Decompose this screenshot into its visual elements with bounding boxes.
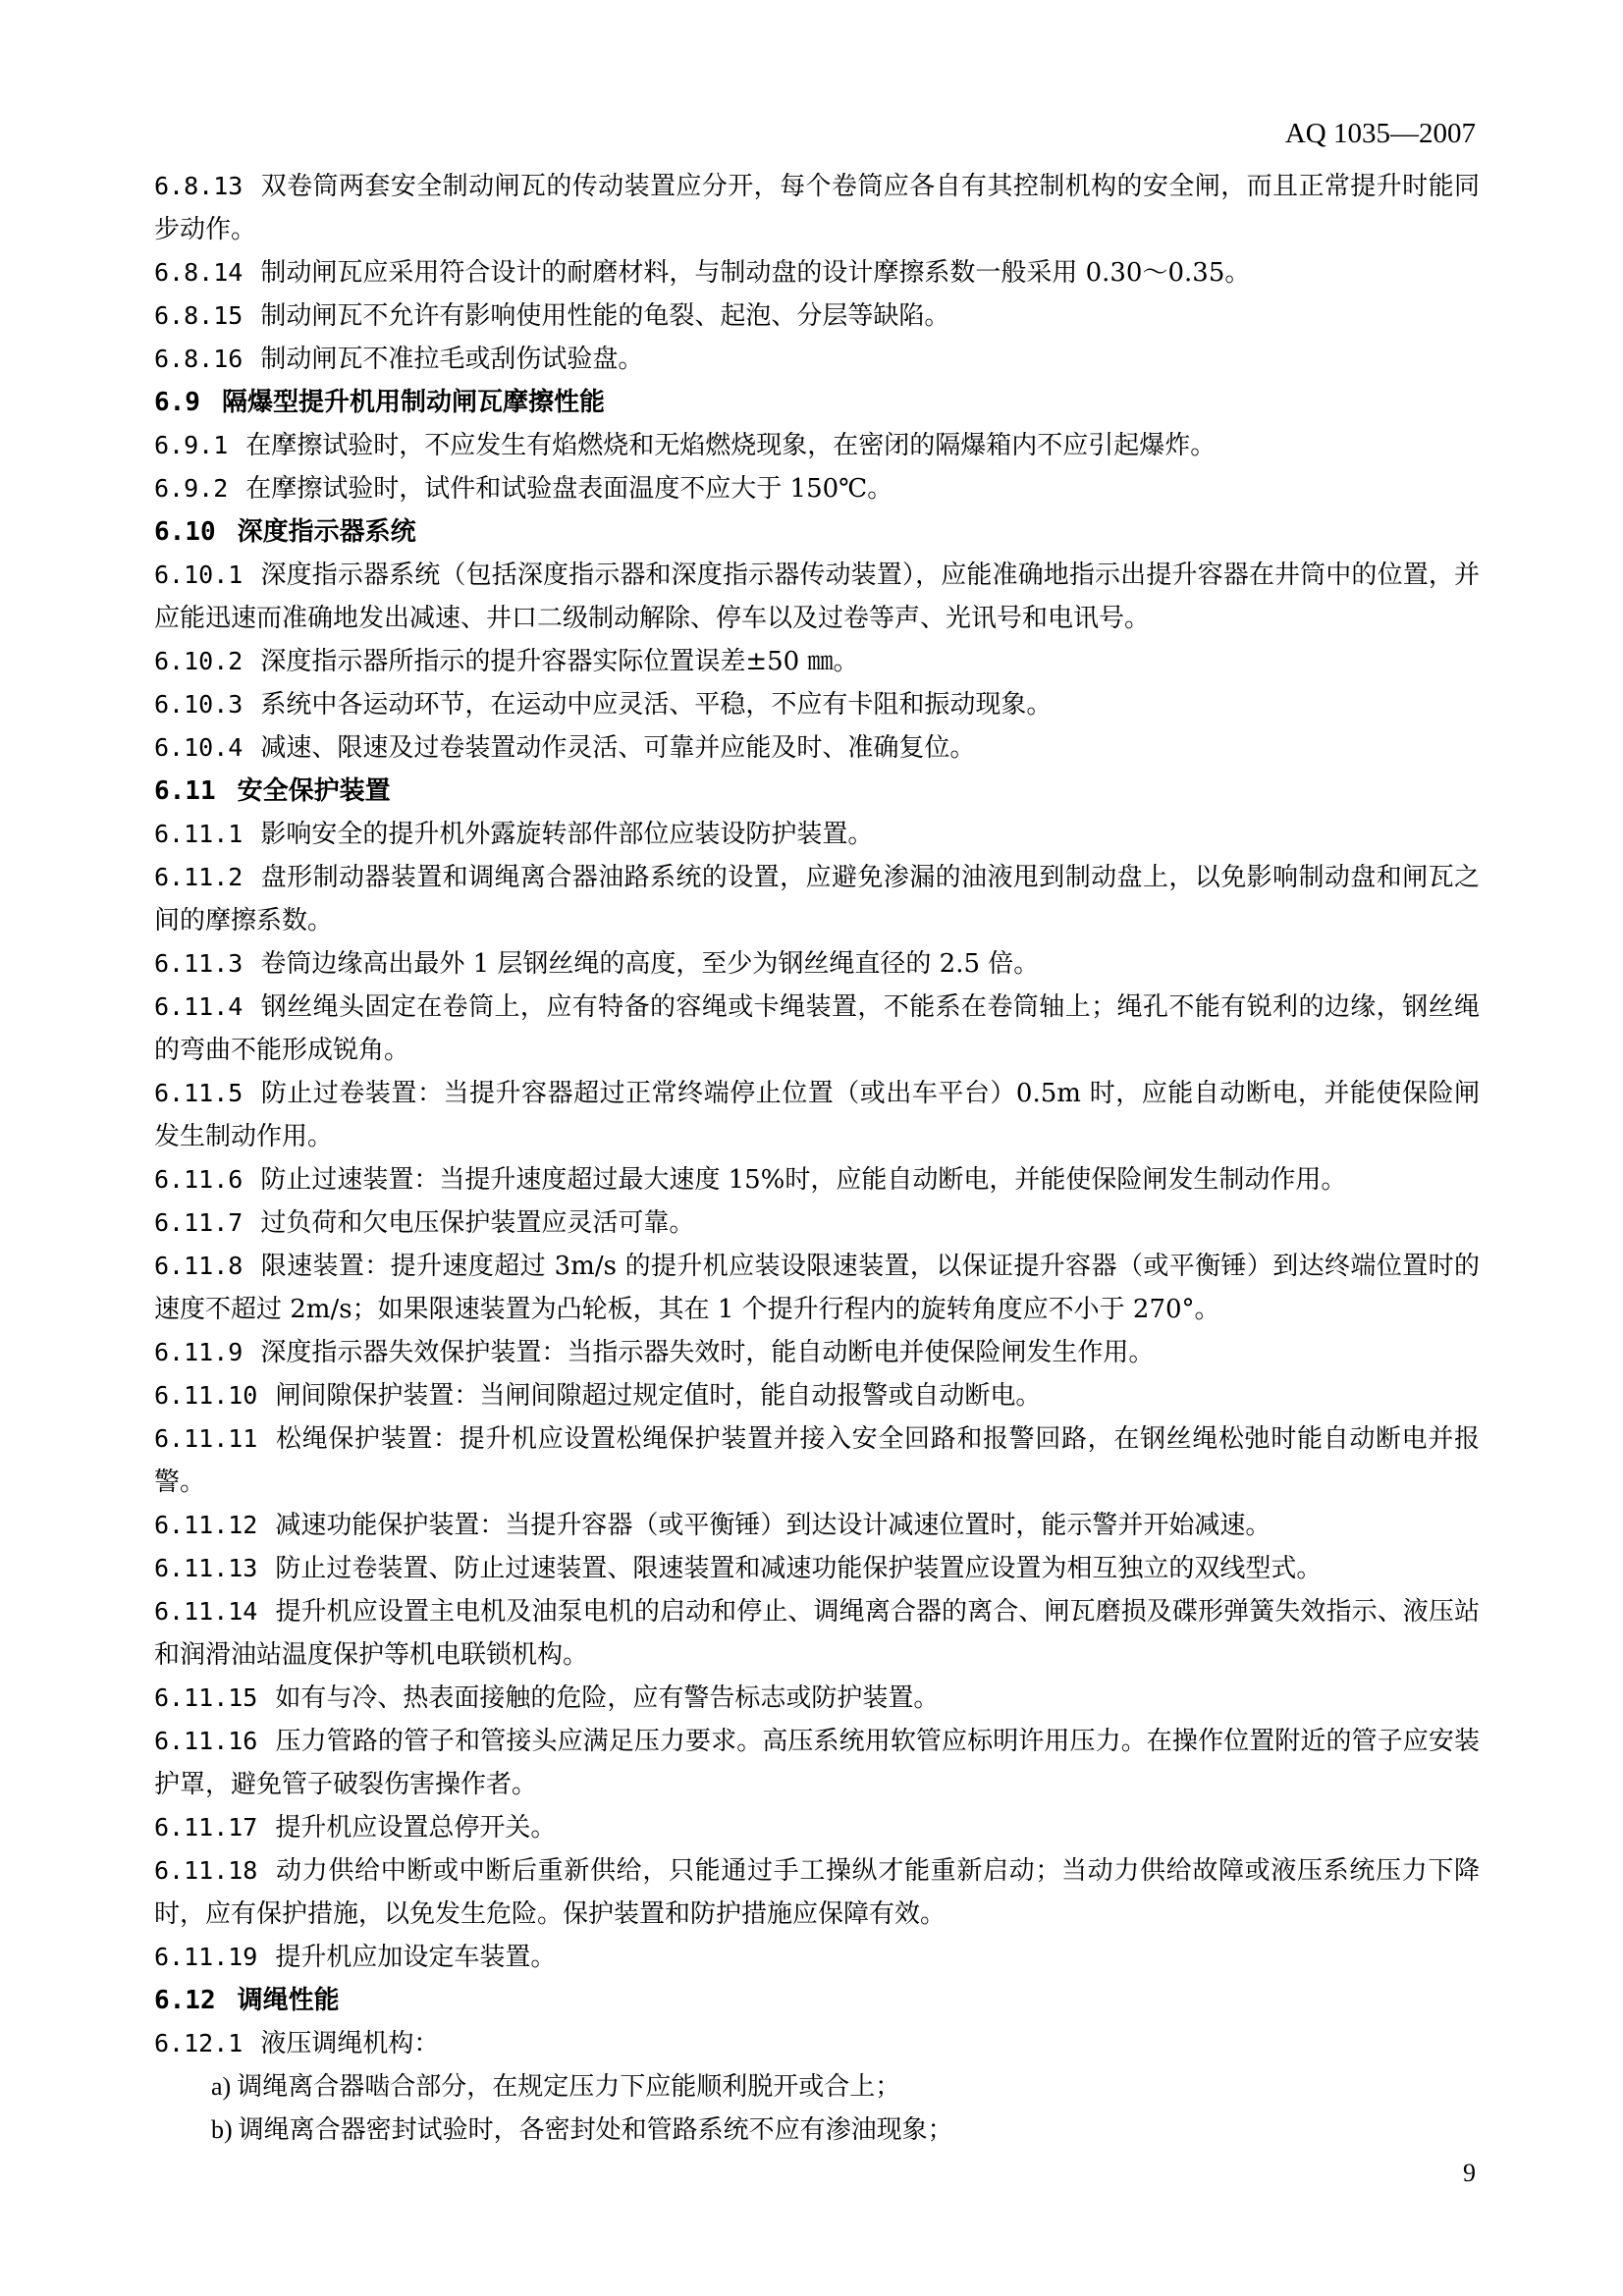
clause-6-11-1 bbox=[154, 813, 1480, 856]
clause-6-11-3 bbox=[154, 942, 1480, 986]
clause-number: 6.11.18 bbox=[154, 1856, 258, 1885]
page-number: 9 bbox=[1463, 2159, 1476, 2187]
document-code: AQ 1035—2007 bbox=[1284, 118, 1476, 149]
clause-6-11-13 bbox=[154, 1547, 1480, 1590]
list-item-text: 调绳离合器密封试验时，各密封处和管路系统不应有渗油现象； bbox=[238, 2115, 953, 2145]
clause-number: 6.11.5 bbox=[154, 1079, 243, 1107]
clause-text: 动力供给中断或中断后重新供给，只能通过手工操纵才能重新启动；当动力供给故障或液压系统压力下降时，应有保护措施，以免发生危险。保护装置和防护措施应保障有效。 bbox=[154, 1856, 1480, 1929]
clause-number: 6.10.3 bbox=[154, 690, 243, 719]
clause-text: 提升机应加设定车装置。 bbox=[275, 1943, 557, 1972]
clause-text: 减速、限速及过卷装置动作灵活、可靠并应能及时、准确复位。 bbox=[260, 733, 976, 763]
clause-number: 6.11.6 bbox=[154, 1165, 243, 1194]
section-heading-6-11 bbox=[154, 770, 1480, 813]
section-number: 6.11 bbox=[154, 776, 216, 806]
clause-number: 6.11.13 bbox=[154, 1554, 258, 1582]
clause-text: 系统中各运动环节，在运动中应灵活、平稳，不应有卡阻和振动现象。 bbox=[260, 690, 1053, 720]
clause-number: 6.12.1 bbox=[154, 2029, 243, 2057]
list-item-a bbox=[154, 2065, 1480, 2109]
clause-text: 钢丝绳头固定在卷筒上，应有特备的容绳或卡绳装置，不能系在卷筒轴上；绳孔不能有锐利的边缘，钢丝绳的弯曲不能形成锐角。 bbox=[154, 992, 1480, 1065]
clause-text: 盘形制动器装置和调绳离合器油路系统的设置，应避免渗漏的油液甩到制动盘上，以免影响制动盘和闸瓦之间的摩擦系数。 bbox=[154, 863, 1480, 935]
clause-6-11-17 bbox=[154, 1806, 1480, 1849]
clause-number: 6.11.4 bbox=[154, 992, 243, 1021]
clause-6-8-14 bbox=[154, 251, 1480, 294]
clause-number: 6.11.11 bbox=[154, 1424, 258, 1453]
clause-text: 液压调绳机构： bbox=[260, 2029, 440, 2058]
clause-text: 提升机应设置主电机及油泵电机的启动和停止、调绳离合器的离合、闸瓦磨损及碟形弹簧失效指示、液压站和润滑油站温度保护等机电联锁机构。 bbox=[154, 1597, 1480, 1670]
clause-text: 在摩擦试验时，不应发生有焰燃烧和无焰燃烧现象，在密闭的隔爆箱内不应引起爆炸。 bbox=[245, 431, 1217, 460]
clause-text: 防止过速装置：当提升速度超过最大速度 15%时，应能自动断电，并能使保险闸发生制动作用。 bbox=[260, 1165, 1347, 1195]
clause-6-11-18 bbox=[154, 1849, 1480, 1936]
clause-6-11-12 bbox=[154, 1504, 1480, 1547]
clause-6-11-19 bbox=[154, 1936, 1480, 1979]
clause-number: 6.11.16 bbox=[154, 1727, 258, 1755]
clause-number: 6.11.7 bbox=[154, 1208, 243, 1237]
clause-6-11-8 bbox=[154, 1245, 1480, 1331]
section-title: 安全保护装置 bbox=[237, 776, 391, 806]
clause-6-11-16 bbox=[154, 1720, 1480, 1806]
clause-6-8-16 bbox=[154, 338, 1480, 381]
clause-text: 双卷筒两套安全制动闸瓦的传动装置应分开，每个卷筒应各自有其控制机构的安全闸，而且正常提升时能同步动作。 bbox=[154, 172, 1480, 244]
clause-6-10-1 bbox=[154, 554, 1480, 640]
clause-text: 深度指示器所指示的提升容器实际位置误差±50 ㎜。 bbox=[260, 647, 859, 676]
clause-6-11-4 bbox=[154, 986, 1480, 1072]
clause-text: 卷筒边缘高出最外 1 层钢丝绳的高度，至少为钢丝绳直径的 2.5 倍。 bbox=[260, 949, 1040, 979]
clause-6-11-11 bbox=[154, 1417, 1480, 1504]
clause-text: 减速功能保护装置：当提升容器（或平衡锤）到达设计减速位置时，能示警并开始减速。 bbox=[275, 1511, 1271, 1540]
clause-6-12-1 bbox=[154, 2022, 1480, 2065]
clause-text: 制动闸瓦不准拉毛或刮伤试验盘。 bbox=[260, 345, 644, 374]
clause-6-11-7 bbox=[154, 1201, 1480, 1245]
clause-text: 影响安全的提升机外露旋转部件部位应装设防护装置。 bbox=[260, 820, 874, 849]
clause-number: 6.11.3 bbox=[154, 949, 243, 978]
list-marker: b) bbox=[211, 2115, 233, 2144]
clause-number: 6.8.16 bbox=[154, 345, 243, 373]
section-heading-6-12 bbox=[154, 1979, 1480, 2022]
section-number: 6.10 bbox=[154, 517, 216, 547]
clause-number: 6.11.8 bbox=[154, 1252, 243, 1280]
clause-number: 6.8.13 bbox=[154, 172, 243, 200]
section-number: 6.9 bbox=[154, 388, 200, 417]
list-item-text: 调绳离合器啮合部分，在规定压力下应能顺利脱开或合上； bbox=[237, 2072, 901, 2102]
clause-text: 制动闸瓦应采用符合设计的耐磨材料，与制动盘的设计摩擦系数一般采用 0.30～0.35。 bbox=[260, 258, 1251, 288]
clause-number: 6.11.19 bbox=[154, 1943, 258, 1971]
clause-number: 6.11.15 bbox=[154, 1683, 258, 1712]
clause-text: 防止过卷装置、防止过速装置、限速装置和减速功能保护装置应设置为相互独立的双线型式。 bbox=[275, 1554, 1323, 1583]
list-marker: a) bbox=[211, 2072, 232, 2101]
clause-6-11-10 bbox=[154, 1374, 1480, 1417]
clause-number: 6.11.10 bbox=[154, 1381, 258, 1410]
clause-number: 6.8.14 bbox=[154, 258, 243, 287]
clause-6-11-2 bbox=[154, 856, 1480, 942]
clause-text: 深度指示器系统（包括深度指示器和深度指示器传动装置），应能准确地指示出提升容器在井筒中的位置，并应能迅速而准确地发出减速、井口二级制动解除、停车以及过卷等声、光讯号和电讯号。 bbox=[154, 561, 1480, 633]
clause-6-8-13 bbox=[154, 165, 1480, 251]
clause-text: 深度指示器失效保护装置：当指示器失效时，能自动断电并使保险闸发生作用。 bbox=[260, 1338, 1155, 1367]
clause-number: 6.11.2 bbox=[154, 863, 243, 891]
clause-text: 松绳保护装置：提升机应设置松绳保护装置并接入安全回路和报警回路，在钢丝绳松弛时能自动断电并报警。 bbox=[154, 1424, 1480, 1497]
section-number: 6.12 bbox=[154, 1986, 216, 2015]
clause-text: 制动闸瓦不允许有影响使用性能的龟裂、起泡、分层等缺陷。 bbox=[260, 301, 950, 331]
section-title: 隔爆型提升机用制动闸瓦摩擦性能 bbox=[221, 388, 605, 417]
clause-text: 在摩擦试验时，试件和试验盘表面温度不应大于 150℃。 bbox=[245, 474, 893, 504]
clause-number: 6.10.4 bbox=[154, 733, 243, 762]
clause-6-10-4 bbox=[154, 726, 1480, 770]
clause-6-11-9 bbox=[154, 1331, 1480, 1374]
clause-6-9-2 bbox=[154, 467, 1480, 510]
clause-6-8-15 bbox=[154, 294, 1480, 338]
clause-6-11-14 bbox=[154, 1590, 1480, 1677]
clause-number: 6.9.1 bbox=[154, 431, 229, 459]
clause-6-10-2 bbox=[154, 640, 1480, 683]
clause-6-11-15 bbox=[154, 1677, 1480, 1720]
document-body bbox=[154, 165, 1480, 2152]
clause-text: 如有与冷、热表面接触的危险，应有警告标志或防护装置。 bbox=[275, 1683, 940, 1713]
clause-number: 6.11.9 bbox=[154, 1338, 243, 1366]
section-heading-6-9 bbox=[154, 381, 1480, 424]
clause-number: 6.10.2 bbox=[154, 647, 243, 675]
clause-number: 6.11.17 bbox=[154, 1813, 258, 1842]
section-heading-6-10 bbox=[154, 510, 1480, 554]
clause-text: 闸间隙保护装置：当闸间隙超过规定值时，能自动报警或自动断电。 bbox=[275, 1381, 1042, 1411]
clause-6-11-6 bbox=[154, 1158, 1480, 1201]
clause-text: 压力管路的管子和管接头应满足压力要求。高压系统用软管应标明许用压力。在操作位置附近的管子应安装护罩，避免管子破裂伤害操作者。 bbox=[154, 1727, 1480, 1799]
clause-number: 6.11.14 bbox=[154, 1597, 258, 1626]
clause-6-10-3 bbox=[154, 683, 1480, 726]
clause-6-11-5 bbox=[154, 1072, 1480, 1158]
clause-text: 防止过卷装置：当提升容器超过正常终端停止位置（或出车平台）0.5m 时，应能自动断电，并能使保险闸发生制动作用。 bbox=[154, 1079, 1480, 1151]
clause-text: 过负荷和欠电压保护装置应灵活可靠。 bbox=[260, 1208, 695, 1238]
clause-number: 6.11.12 bbox=[154, 1511, 258, 1539]
clause-number: 6.11.1 bbox=[154, 820, 243, 848]
clause-text: 提升机应设置总停开关。 bbox=[275, 1813, 557, 1842]
clause-number: 6.9.2 bbox=[154, 474, 229, 503]
section-title: 深度指示器系统 bbox=[237, 517, 416, 547]
clause-number: 6.10.1 bbox=[154, 561, 243, 589]
clause-number: 6.8.15 bbox=[154, 301, 243, 330]
clause-6-9-1 bbox=[154, 424, 1480, 467]
section-title: 调绳性能 bbox=[237, 1986, 340, 2015]
clause-text: 限速装置：提升速度超过 3m/s 的提升机应装设限速装置，以保证提升容器（或平衡锤）到达终端位置时的速度不超过 2m/s；如果限速装置为凸轮板，其在 1 个提升行程内的旋转角度应不小于 270°。 bbox=[154, 1252, 1480, 1324]
list-item-b bbox=[154, 2109, 1480, 2152]
